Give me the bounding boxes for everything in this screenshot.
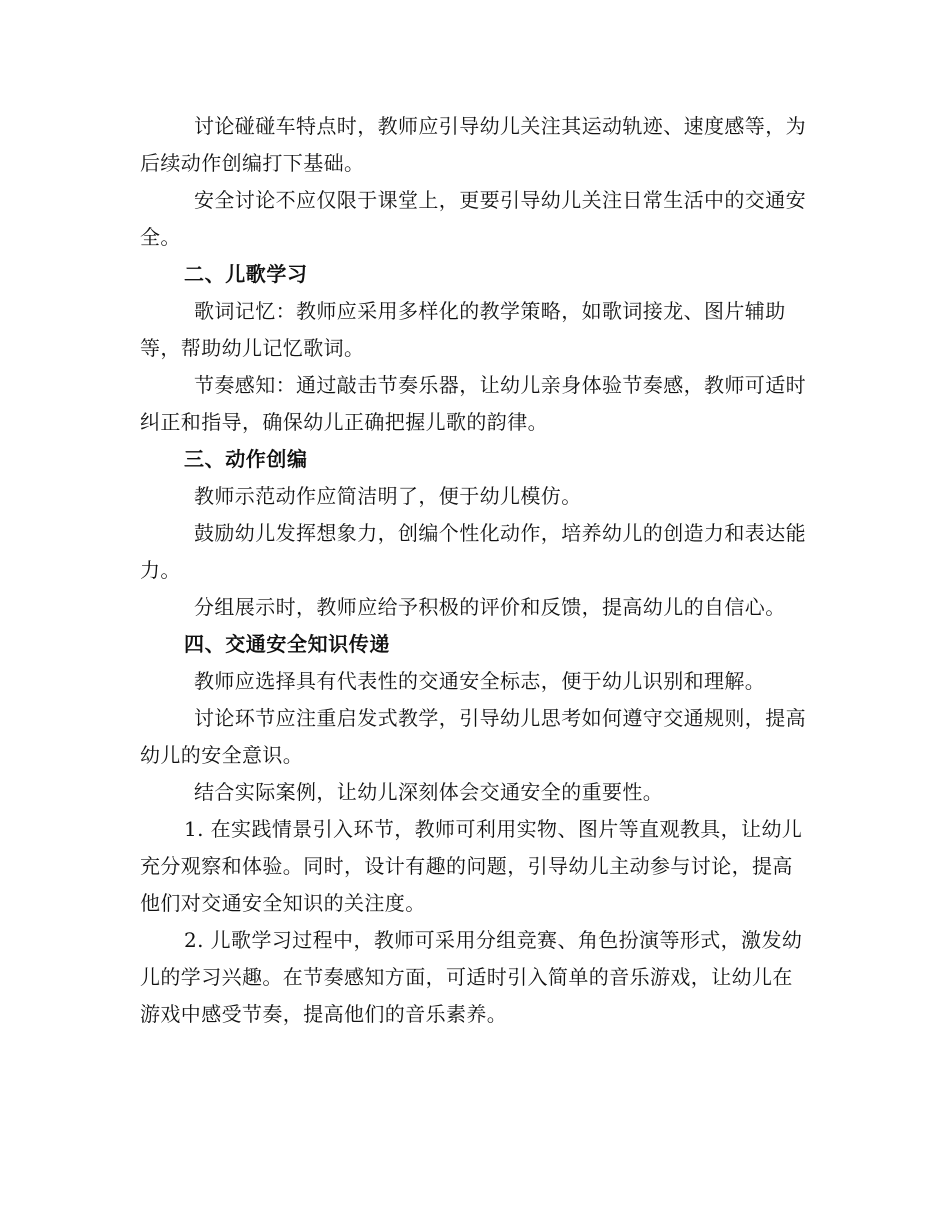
section-heading: 三、动作创编 (184, 447, 308, 471)
document-body (140, 108, 810, 1033)
paragraph: 结合实际案例，让幼儿深刻体会交通安全的重要性。 (194, 780, 664, 804)
paragraph: 讨论环节应注重启发式教学，引导幼儿思考如何遵守交通规则，提高幼儿的安全意识。 (140, 706, 806, 767)
paragraph: 讨论碰碰车特点时，教师应引导幼儿关注其运动轨迹、速度感等，为后续动作创编打下基础。 (140, 114, 806, 175)
paragraph: 鼓励幼儿发挥想象力，创编个性化动作，培养幼儿的创造力和表达能力。 (140, 521, 806, 582)
section-heading: 二、儿歌学习 (184, 262, 308, 286)
paragraph: 安全讨论不应仅限于课堂上，更要引导幼儿关注日常生活中的交通安全。 (140, 188, 806, 249)
numbered-item: 2. 儿歌学习过程中，教师可采用分组竞赛、角色扮演等形式，激发幼儿的学习兴趣。在节奏感知方面，可适时引入简单的音乐游戏，让幼儿在游戏中感受节奏，提高他们的音乐素养。 (140, 928, 803, 1026)
paragraph: 分组展示时，教师应给予积极的评价和反馈，提高幼儿的自信心。 (194, 595, 786, 619)
section-heading: 四、交通安全知识传递 (184, 632, 390, 656)
paragraph: 教师示范动作应简洁明了，便于幼儿模仿。 (194, 484, 582, 508)
paragraph: 歌词记忆：教师应采用多样化的教学策略，如歌词接龙、图片辅助等，帮助幼儿记忆歌词。 (140, 299, 786, 360)
numbered-item: 1. 在实践情景引入环节，教师可利用实物、图片等直观教具，让幼儿充分观察和体验。同时，设计有趣的问题，引导幼儿主动参与讨论，提高他们对交通安全知识的关注度。 (140, 817, 803, 915)
paragraph: 节奏感知：通过敲击节奏乐器，让幼儿亲身体验节奏感，教师可适时纠正和指导，确保幼儿正确把握儿歌的韵律。 (140, 373, 806, 434)
paragraph: 教师应选择具有代表性的交通安全标志，便于幼儿识别和理解。 (194, 669, 766, 693)
